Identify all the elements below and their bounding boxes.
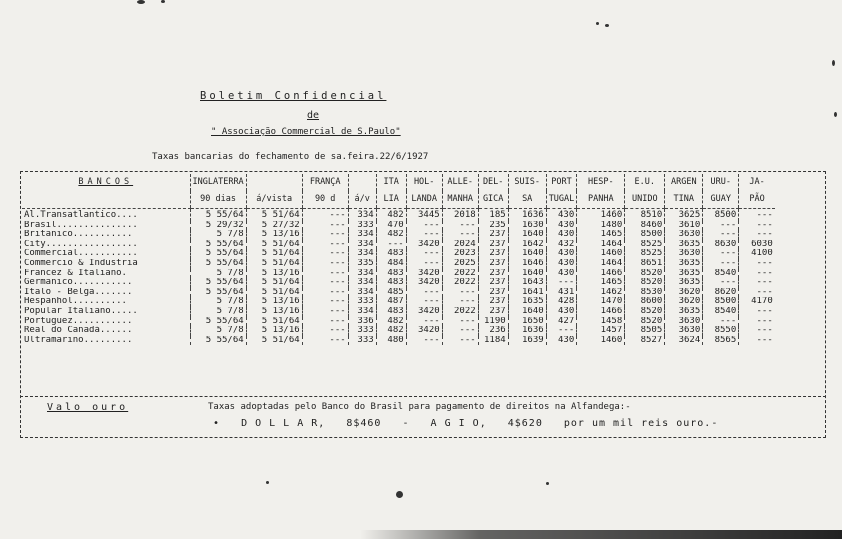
rate-cell: --- [739,209,775,221]
rate-cell: 8620 [703,288,739,298]
table-row [22,259,775,269]
rate-cell: 5 55/64 [190,249,246,259]
rate-cell: 2022 [442,307,478,317]
rate-cell: 8630 [703,240,739,250]
footer-note: Taxas adoptadas pelo Banco do Brasil para pagamento de direitos na Alfandega:- [208,402,631,412]
rate-cell: --- [302,307,348,317]
rate-cell: 2018 [442,209,478,221]
rate-cell: 5 7/8 [190,307,246,317]
rate-cell: 8540 [703,269,739,279]
rate-cell: 1460 [577,249,625,259]
rate-cell: --- [739,278,775,288]
rate-cell: 8527 [625,336,665,346]
table-row [22,317,775,327]
rate-cell: 333 [348,326,376,336]
rate-cell: --- [406,336,442,346]
column-subheader: GICA [478,191,508,209]
rate-cell: --- [703,221,739,231]
rate-cell: --- [442,288,478,298]
table-row [22,297,775,307]
rate-cell: --- [302,278,348,288]
column-subheader: UNIDO [625,191,665,209]
bank-name: Al.Transatlantico.... [24,210,138,220]
rate-cell: 1457 [577,326,625,336]
rate-cell: 1470 [577,297,625,307]
column-subheader: LANDA [406,191,442,209]
column-subheader: PANHA [577,191,625,209]
bank-name: Real do Canadá...... [24,326,133,336]
rate-cell: 333 [348,336,376,346]
rate-cell: 5 55/64 [190,240,246,250]
rate-cell: 3420 [406,240,442,250]
rate-cell: 1464 [577,259,625,269]
rate-cell: --- [406,259,442,269]
rate-cell: 5 7/8 [190,326,246,336]
column-header: JA- [739,174,775,191]
rate-cell: 3420 [406,278,442,288]
rate-cell: 1184 [478,336,508,346]
rate-cell: 2022 [442,269,478,279]
table-row [22,209,775,221]
association-name: " Associação Commercial de S.Paulo" [211,127,401,137]
dollar-label: D O L L A R, [241,418,326,429]
rate-cell: --- [406,230,442,240]
rate-cell: 487 [376,297,406,307]
rate-cell: --- [703,317,739,327]
rate-cell: 1460 [577,336,625,346]
rate-cell: 334 [348,278,376,288]
table-row [22,336,775,346]
rate-cell: 2023 [442,249,478,259]
rate-cell: --- [302,297,348,307]
rate-cell: 3630 [665,326,703,336]
column-subheader: SA [508,191,546,209]
rate-cell: 5 7/8 [190,230,246,240]
rate-cell: 480 [376,336,406,346]
rate-cell: 334 [348,269,376,279]
rate-cell: 1635 [508,297,546,307]
rate-cell: --- [406,297,442,307]
column-header: HOL- [406,174,442,191]
rate-cell: 482 [376,209,406,221]
rate-cell: 8520 [625,269,665,279]
table-row [22,307,775,317]
rate-cell: 3445 [406,209,442,221]
rate-cell: 336 [348,317,376,327]
rate-cell: 8565 [703,336,739,346]
rate-cell: 237 [478,230,508,240]
document-title: Boletim Confidencial [200,90,387,102]
rate-cell: 483 [376,278,406,288]
rate-cell: 5 13/16 [246,230,302,240]
column-subheader [22,191,190,209]
rate-cell: 430 [546,209,577,221]
bank-name: Portuguez........... [24,316,133,326]
column-header: ALLE- [442,174,478,191]
column-header: ARGEN [665,174,703,191]
rate-cell: --- [442,221,478,231]
scan-edge-shadow [360,530,842,539]
rate-cell: 8525 [625,240,665,250]
rate-cell: 3635 [665,307,703,317]
rates-table [22,174,775,345]
rate-cell: 482 [376,317,406,327]
rate-cell: 3635 [665,259,703,269]
rate-cell: --- [302,249,348,259]
rate-cell: 3610 [665,221,703,231]
rate-cell: 3630 [665,317,703,327]
rate-cell: 432 [546,240,577,250]
rate-cell: --- [406,317,442,327]
footer-tail: por um mil reis ouro.- [563,418,719,429]
column-header: PORT [546,174,577,191]
rate-cell: 485 [376,288,406,298]
rate-cell: 334 [348,307,376,317]
column-header: SUIS- [508,174,546,191]
rate-cell: --- [302,269,348,279]
bank-name: City................. [24,239,138,249]
rate-cell: 8505 [625,326,665,336]
scan-speck [596,22,599,25]
column-subheader: 90 dias [190,191,246,209]
bullet: • [213,418,221,429]
rate-cell: 3635 [665,269,703,279]
column-subheader: 90 d [302,191,348,209]
bank-name: Commercial........... [24,249,138,259]
rate-cell: 5 27/32 [246,221,302,231]
rate-cell: --- [442,297,478,307]
rate-cell: --- [406,221,442,231]
table-row [22,278,775,288]
column-header: BANCOS [78,177,134,187]
rate-cell: --- [302,259,348,269]
rate-cell: --- [739,230,775,240]
table-row [22,288,775,298]
column-header: INGLATERRA [190,174,246,191]
column-subheader: MANHA [442,191,478,209]
title-de: de [307,110,320,121]
rate-cell: 4100 [739,249,775,259]
rate-cell: 1480 [577,221,625,231]
rate-cell: 236 [478,326,508,336]
rate-cell: 430 [546,230,577,240]
rate-cell: --- [703,230,739,240]
rate-cell: 5 13/16 [246,307,302,317]
rate-cell: 237 [478,288,508,298]
rate-cell: 5 51/64 [246,259,302,269]
column-subheader: TINA [665,191,703,209]
rate-cell: --- [302,221,348,231]
rate-cell: --- [406,249,442,259]
scan-speck [161,0,165,3]
rate-cell: 5 51/64 [246,288,302,298]
rate-cell: 8600 [625,297,665,307]
rate-cell: --- [739,221,775,231]
rate-cell: 237 [478,297,508,307]
rate-cell: --- [406,288,442,298]
rate-cell: 1646 [508,259,546,269]
rate-cell: 8510 [625,209,665,221]
rate-cell: 4170 [739,297,775,307]
scan-speck [834,112,837,117]
rate-cell: --- [739,259,775,269]
rate-cell: 3624 [665,336,703,346]
rate-cell: --- [739,307,775,317]
rate-cell: 8550 [703,326,739,336]
rate-cell: 237 [478,249,508,259]
rate-cell: 5 7/8 [190,269,246,279]
rate-cell: 333 [348,297,376,307]
rate-cell: 431 [546,288,577,298]
rate-cell: --- [546,326,577,336]
rate-cell: 430 [546,307,577,317]
rate-cell: 6030 [739,240,775,250]
table-row [22,230,775,240]
rate-cell: 1636 [508,209,546,221]
rate-cell: 8651 [625,259,665,269]
rate-cell: 3420 [406,269,442,279]
rate-cell: 334 [348,249,376,259]
rate-cell: 185 [478,209,508,221]
rate-cell: 5 51/64 [246,317,302,327]
column-header: E.U. [625,174,665,191]
rate-cell: 8520 [625,317,665,327]
rate-cell: 3420 [406,307,442,317]
rate-cell: 2025 [442,259,478,269]
rate-cell: 1643 [508,278,546,288]
rate-cell: 3620 [665,297,703,307]
bank-name: Italo - Belga....... [24,287,133,297]
rate-cell: 470 [376,221,406,231]
table-row [22,249,775,259]
scan-speck [396,491,403,498]
rate-cell: 430 [546,221,577,231]
dash: - [402,418,410,429]
rate-cell: --- [302,336,348,346]
rate-cell: 1642 [508,240,546,250]
scan-speck [266,481,269,484]
column-subheader: GUAY [703,191,739,209]
rate-cell: 430 [546,249,577,259]
rate-cell: 1640 [508,249,546,259]
rate-cell: 8500 [625,230,665,240]
rate-cell: 235 [478,221,508,231]
column-header: ITA [376,174,406,191]
rate-cell: --- [302,240,348,250]
scan-speck [546,482,549,485]
rate-cell: --- [703,278,739,288]
rate-cell: --- [546,278,577,288]
rate-cell: 5 55/64 [190,317,246,327]
rate-cell: 1466 [577,269,625,279]
rate-cell: 3420 [406,326,442,336]
rate-cell: 5 55/64 [190,278,246,288]
valor-ouro-label: Valo ouro [47,402,129,413]
rate-cell: 482 [376,326,406,336]
rate-cell: 5 13/16 [246,326,302,336]
rate-cell: 237 [478,307,508,317]
rate-cell: 1464 [577,240,625,250]
rate-cell: 3630 [665,249,703,259]
rate-cell: 5 51/64 [246,249,302,259]
rate-cell: 3635 [665,240,703,250]
rate-cell: 1640 [508,307,546,317]
rate-cell: 333 [348,221,376,231]
rate-cell: 1462 [577,288,625,298]
rate-cell: 1650 [508,317,546,327]
rate-cell: 334 [348,240,376,250]
agio-label: A G I O, [430,418,487,429]
rate-cell: 8460 [625,221,665,231]
rate-cell: 1630 [508,221,546,231]
rate-cell: 1465 [577,278,625,288]
rate-cell: 482 [376,230,406,240]
agio-value: 4$620 [507,418,543,429]
rate-cell: 237 [478,240,508,250]
rate-cell: 5 55/64 [190,288,246,298]
rate-cell: 430 [546,259,577,269]
scan-speck [605,24,609,27]
rate-cell: 1460 [577,209,625,221]
rate-cell: --- [302,317,348,327]
rate-cell: 1639 [508,336,546,346]
rate-cell: 430 [546,336,577,346]
rate-cell: --- [703,249,739,259]
footer-divider [20,396,826,397]
header-row [22,174,775,191]
dollar-value: 8$460 [346,418,382,429]
rate-cell: --- [376,240,406,250]
bank-name: Popular Italiano..... [24,306,138,316]
rate-cell: 335 [348,259,376,269]
rate-cell: 8500 [703,209,739,221]
rate-cell: 8500 [703,297,739,307]
rate-cell: --- [442,326,478,336]
rate-cell: 1636 [508,326,546,336]
rate-cell: 8540 [703,307,739,317]
rate-cell: --- [739,317,775,327]
table-row [22,221,775,231]
rate-cell: 334 [348,209,376,221]
rate-cell: 484 [376,259,406,269]
column-header [246,174,302,191]
rate-cell: 5 55/64 [190,336,246,346]
rate-cell: 237 [478,259,508,269]
rate-cell: --- [739,288,775,298]
rate-cell: --- [739,269,775,279]
scan-speck [832,60,835,66]
rate-cell: 3625 [665,209,703,221]
rate-cell: 428 [546,297,577,307]
rate-cell: --- [739,326,775,336]
rate-cell: 5 51/64 [246,240,302,250]
rate-cell: 430 [546,269,577,279]
rate-cell: 483 [376,269,406,279]
bank-name: Hespanhol.......... [24,297,127,307]
column-subheader: á/vista [246,191,302,209]
rate-cell: --- [442,317,478,327]
rate-cell: 5 7/8 [190,297,246,307]
rate-cell: --- [703,259,739,269]
rate-cell: 1641 [508,288,546,298]
rate-cell: 1190 [478,317,508,327]
rate-cell: --- [442,336,478,346]
rate-cell: 5 13/16 [246,269,302,279]
subheader-row [22,191,775,209]
rate-cell: 334 [348,230,376,240]
rate-cell: 3630 [665,230,703,240]
rate-cell: 8525 [625,249,665,259]
rate-cell: 483 [376,249,406,259]
rate-cell: 3620 [665,288,703,298]
bank-name: Germanico........... [24,278,133,288]
rate-cell: 1466 [577,307,625,317]
bank-name: Commercio & Industria [24,258,138,268]
bank-name: Ultramarino......... [24,335,133,345]
rate-cell: --- [302,326,348,336]
bank-name: Britanico........... [24,230,133,240]
rate-cell: 237 [478,278,508,288]
rate-cell: 1465 [577,230,625,240]
rate-cell: 1458 [577,317,625,327]
rate-cell: --- [739,336,775,346]
rate-cell: 5 29/32 [190,221,246,231]
rate-cell: 427 [546,317,577,327]
rate-cell: 5 55/64 [190,259,246,269]
scan-speck [137,0,145,4]
column-header: HESP- [577,174,625,191]
table-row [22,269,775,279]
column-header: DEL- [478,174,508,191]
rate-cell: --- [442,230,478,240]
rate-cell: 237 [478,269,508,279]
bank-name: Francez & Italiano. [24,268,127,278]
rate-cell: 334 [348,288,376,298]
gold-rates-line [213,418,732,429]
rate-cell: 5 51/64 [246,336,302,346]
column-subheader: PÃO [739,191,775,209]
rate-cell: 8530 [625,288,665,298]
document-subtitle: Taxas bancarias do fechamento de sa.feira.22/6/1927 [152,152,429,162]
column-header [348,174,376,191]
rate-cell: 5 51/64 [246,278,302,288]
table-row [22,240,775,250]
rate-cell: 3635 [665,278,703,288]
rate-cell: 8520 [625,307,665,317]
rate-cell: 1640 [508,269,546,279]
rate-cell: --- [302,230,348,240]
rate-cell: --- [302,288,348,298]
column-subheader: LIA [376,191,406,209]
table-row [22,326,775,336]
column-subheader: TUGAL [546,191,577,209]
rate-cell: 2024 [442,240,478,250]
bank-name: Brasil............... [24,220,138,230]
rate-cell: --- [302,209,348,221]
rate-cell: 5 13/16 [246,297,302,307]
rate-cell: 5 51/64 [246,209,302,221]
column-subheader: á/v [348,191,376,209]
rate-cell: 8520 [625,278,665,288]
rate-cell: 2022 [442,278,478,288]
rate-cell: 5 55/64 [190,209,246,221]
rate-cell: 1640 [508,230,546,240]
column-header: URU- [703,174,739,191]
rate-cell: 483 [376,307,406,317]
column-header: FRANÇA [302,174,348,191]
